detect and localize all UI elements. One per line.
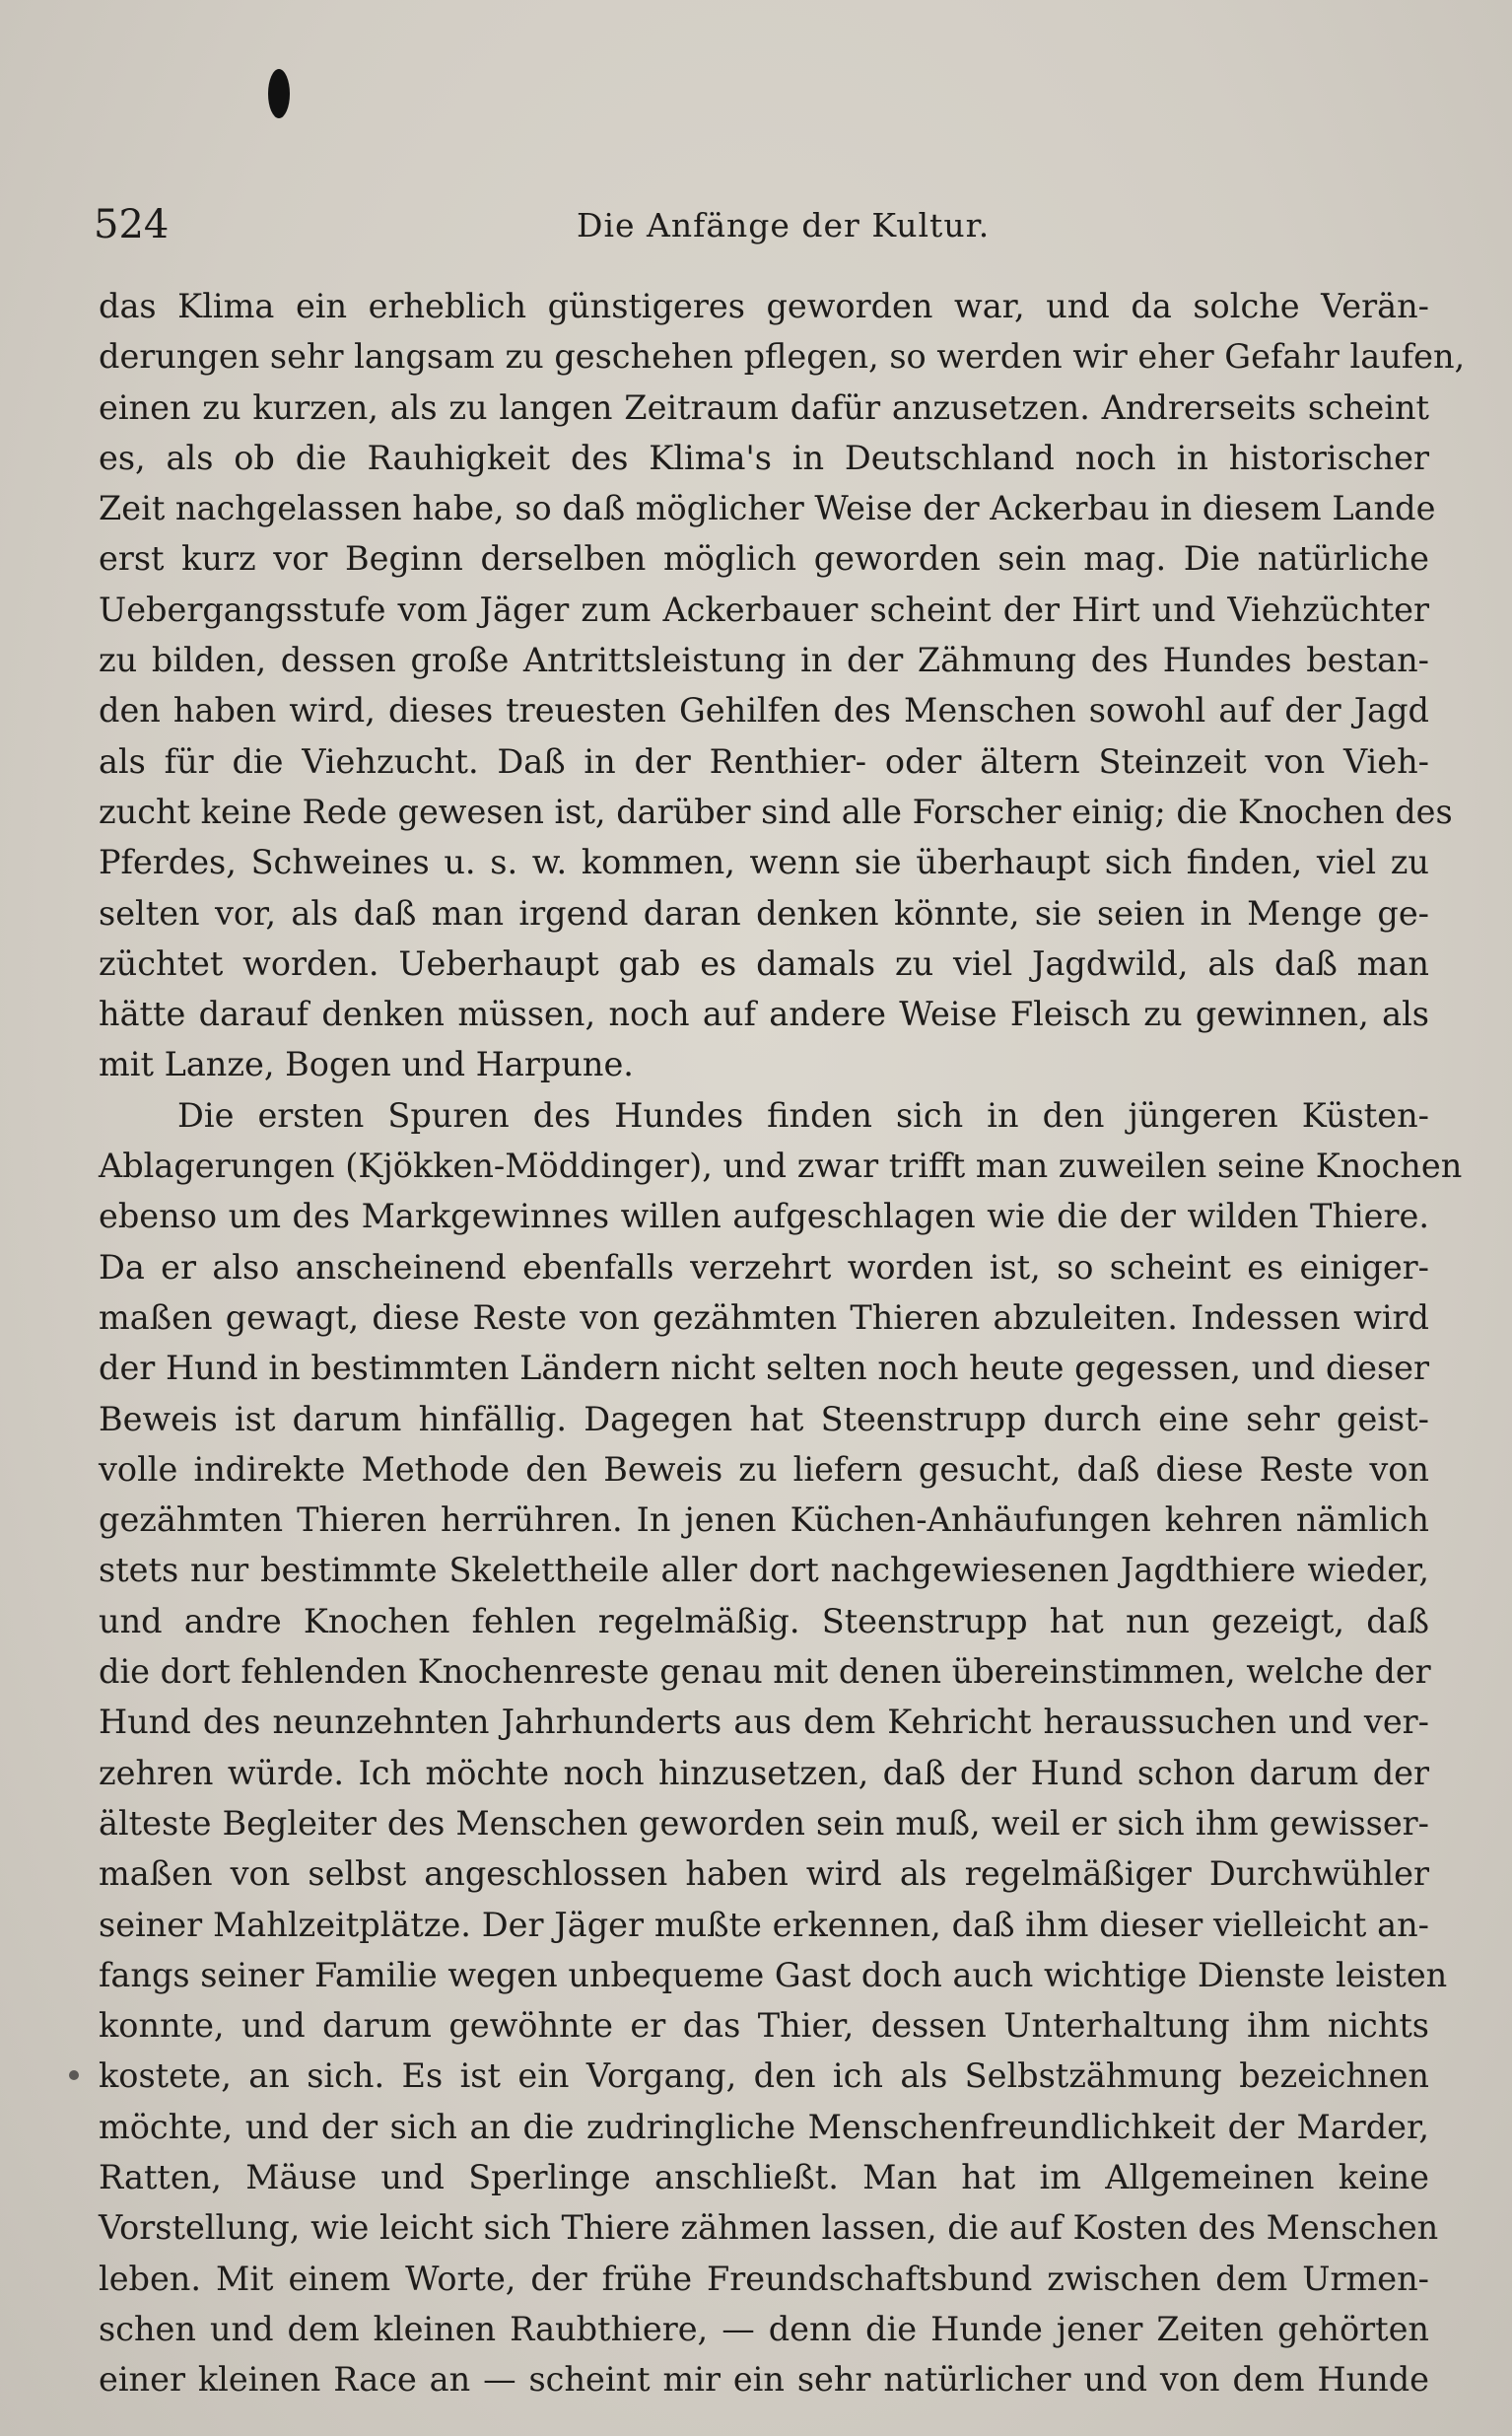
text-line: der Hund in bestimmten Ländern nicht selten noch heute gegessen, und dieser [99,1349,1429,1388]
body-text [99,281,1466,2404]
text-line: schen und dem kleinen Raubthiere, — denn die Hunde jener Zeiten gehörten [99,2309,1429,2348]
text-line: derungen sehr langsam zu geschehen pflegen, so werden wir eher Gefahr laufen, [99,337,1466,377]
text-line: maßen von selbst angeschlossen haben wird als regelmäßiger Durchwühler [99,1854,1429,1894]
running-title: Die Anfänge der Kultur. [577,206,991,244]
ink-speck [69,2070,79,2080]
text-line: zucht keine Rede gewesen ist, darüber sind alle Forscher einig; die Knochen des [99,792,1453,831]
text-line: Beweis ist darum hinfällig. Dagegen hat Steenstrupp durch eine sehr geist- [99,1399,1429,1438]
text-line: erst kurz vor Beginn derselben möglich geworden sein mag. Die natürliche [99,539,1429,579]
ink-blot [268,69,290,118]
text-line: volle indirekte Methode den Beweis zu liefern gesucht, daß diese Reste von [99,1449,1429,1489]
text-line: selten vor, als daß man irgend daran denken könnte, sie seien in Menge ge- [99,893,1429,933]
page-header [94,202,1434,261]
text-line: maßen gewagt, diese Reste von gezähmten Thieren abzuleiten. Indessen wird [99,1297,1429,1337]
text-line: das Klima ein erheblich günstigeres geworden war, und da solche Verän- [99,287,1429,325]
text-line: konnte, und darum gewöhnte er das Thier, dessen Unterhaltung ihm nichts [99,2006,1429,2046]
text-line: züchtet worden. Ueberhaupt gab es damals zu viel Jagdwild, als daß man [99,943,1429,983]
text-line: Ratten, Mäuse und Sperlinge anschließt. Man hat im Allgemeinen keine [99,2157,1429,2196]
text-line: zu bilden, dessen große Antrittsleistung in der Zähmung des Hundes bestan- [99,641,1429,680]
text-line: Pferdes, Schweines u. s. w. kommen, wenn sie überhaupt sich finden, viel zu [99,843,1429,882]
text-line: zehren würde. Ich möchte noch hinzusetzen, daß der Hund schon darum der [99,1753,1429,1792]
text-line: Hund des neunzehnten Jahrhunderts aus dem Kehricht heraussuchen und ver- [99,1703,1429,1742]
paragraph-start-line: Die ersten Spuren des Hundes finden sich in den jüngeren Küsten- [177,1095,1429,1135]
text-line: Zeit nachgelassen habe, so daß möglicher Weise der Ackerbau in diesem Lande [99,489,1436,528]
text-line: Da er also anscheinend ebenfalls verzehrt worden ist, so scheint es einiger- [99,1247,1429,1287]
text-line: kostete, an sich. Es ist ein Vorgang, den ich als Selbstzähmung bezeichnen [99,2056,1429,2096]
text-line: Vorstellung, wie leicht sich Thiere zähmen lassen, die auf Kosten des Menschen [99,2208,1439,2248]
text-line: und andre Knochen fehlen regelmäßig. Steenstrupp hat nun gezeigt, daß [99,1601,1429,1640]
text-line: fangs seiner Familie wegen unbequeme Gast doch auch wichtige Dienste leisten [99,1955,1448,1994]
text-line: die dort fehlenden Knochenreste genau mit denen übereinstimmen, welche der [99,1652,1431,1692]
text-line: ebenso um des Markgewinnes willen aufgeschlagen wie die der wilden Thiere. [99,1197,1429,1236]
page-number: 524 [94,202,170,247]
text-line: seiner Mahlzeitplätze. Der Jäger mußte erkennen, daß ihm dieser vielleicht an- [99,1905,1429,1944]
text-line: hätte darauf denken müssen, noch auf andere Weise Fleisch zu gewinnen, als [99,995,1429,1034]
text-line: älteste Begleiter des Menschen geworden sein muß, weil er sich ihm gewisser- [99,1803,1429,1843]
text-line: möchte, und der sich an die zudringliche Menschenfreundlichkeit der Marder, [99,2107,1429,2146]
text-line: als für die Viehzucht. Daß in der Renthier- oder ältern Steinzeit von Vieh- [99,741,1429,781]
text-line: es, als ob die Rauhigkeit des Klima's in Deutschland noch in historischer [99,438,1429,477]
text-line: den haben wird, dieses treuesten Gehilfen des Menschen sowohl auf der Jagd [99,691,1429,731]
text-line: einen zu kurzen, als zu langen Zeitraum dafür anzusetzen. Andrerseits scheint [99,387,1429,427]
paragraph-end-line: mit Lanze, Bogen und Harpune. [99,1045,634,1084]
text-line: Uebergangsstufe vom Jäger zum Ackerbauer scheint der Hirt und Viehzüchter [99,590,1429,629]
text-line: leben. Mit einem Worte, der frühe Freundschaftsbund zwischen dem Urmen- [99,2259,1429,2298]
text-line: Ablagerungen (Kjökken-Möddinger), und zwar trifft man zuweilen seine Knochen [99,1147,1463,1186]
text-line: gezähmten Thieren herrühren. In jenen Küchen-Anhäufungen kehren nämlich [99,1500,1429,1540]
text-line: einer kleinen Race an — scheint mir ein sehr natürlicher und von dem Hunde [99,2360,1429,2400]
text-line: stets nur bestimmte Skelettheile aller dort nachgewiesenen Jagdthiere wieder, [99,1551,1429,1590]
